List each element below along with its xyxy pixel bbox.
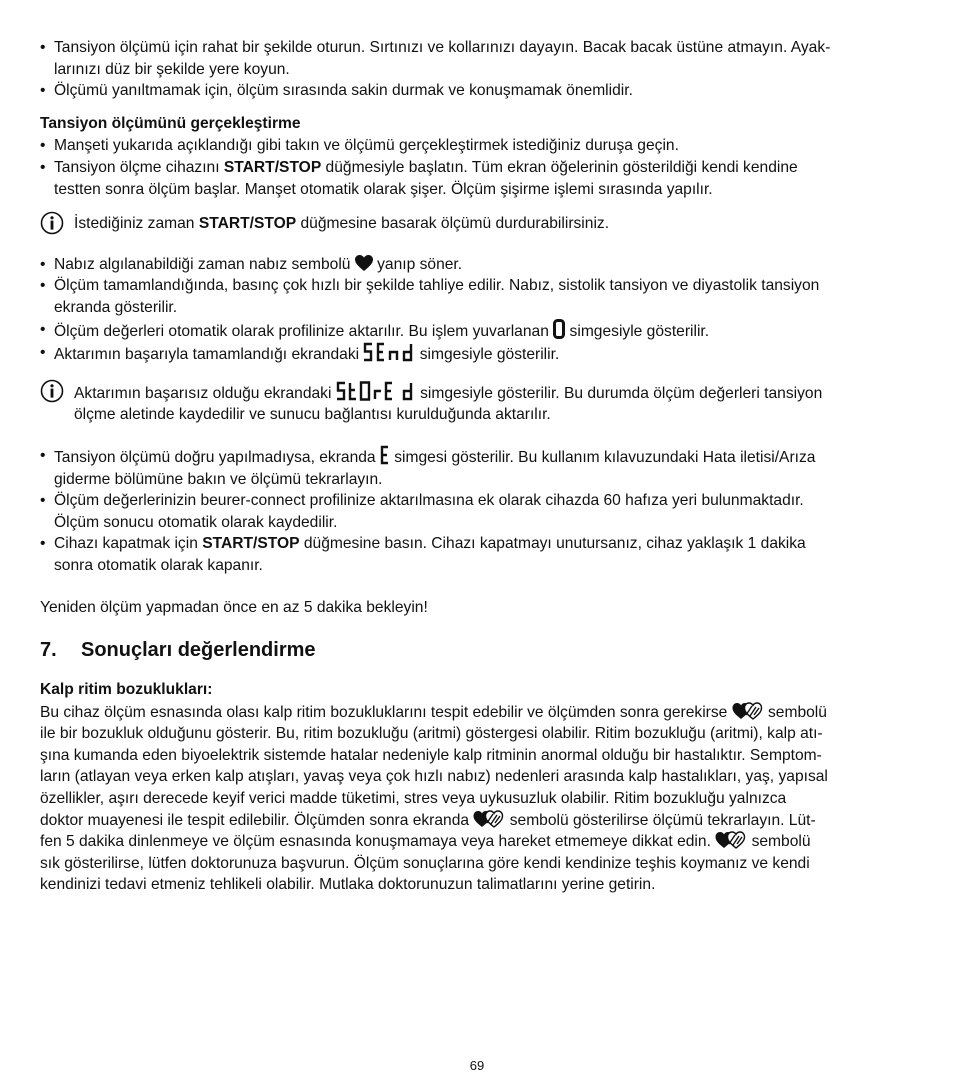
list-item: • Tansiyon ölçümü için rahat bir şekilde oturun. Sırtınızı ve kollarınızı dayayın. Bacak bacak üstüne atmayın. Ayak- larınızı düz bir şekilde yere koyun. (40, 37, 914, 80)
arrhythmia-paragraph: Bu cihaz ölçüm esnasında olası kalp ritim bozukluklarını tespit edebilir ve ölçümden sonra gerekirse sembolü ile bir bozukluk olduğunu gösterir. Bu, ritim bozukluğu (aritmi) göstergesi olabilir. Ritim bozukluğu (aritmi), kalp atı- şına kumanda eden biyoelektrik sistemde hatalar nedeniyle kalp ritminin anormal olduğu bir hastalıktır. Semptom- ların (atlayan veya erken kalp atışları, yavaş veya çok hızlı nabız) nedenleri arasında kalp hastalıkları, yaş, yapısal özellikler, aşırı derecede keyif verici madde tüketimi, stres veya uykusuzluk olabilir. Ritim bozukluğu yalnızca doktor muayenesi ile tespit edilebilir. Ölçümden sonra ekranda sembolü gösterilirse ölçümü tekrarlayın. Lüt- fen 5 dakika dinlenmeye ve ölçüm esnasında konuşmamaya veya hareket etmemeye dikkat edin. sembolü sık gösterilirse, lütfen doktorunuza başvurun. Ölçüm sonuçlarına göre kendi kendinize teşhis koymanız ve kendi kendinizi tedavi etmeniz tehlikeli olabilir. Mutlaka doktorunuzun talimatlarını yerine getirin. (40, 703, 828, 894)
chapter-title: Sonuçları değerlendirme (81, 639, 316, 662)
list-item: • Tansiyon ölçme cihazını START/STOP düğmesiyle başlatın. Tüm ekran öğelerinin gösterildiği kendi kendine testten sonra ölçüm başlar. Manşet otomatik olarak şişer. Ölçüm şişirme işlemi sırasında yapılır. (40, 157, 914, 200)
list-item: • Ölçüm tamamlandığında, basınç çok hızlı bir şekilde tahliye edilir. Nabız, sistolik tansiyon ve diyastolik tansiyon ekranda gösterilir. (40, 275, 914, 318)
list-item: • Ölçüm değerleri otomatik olarak profilinize aktarılır. Bu işlem yuvarlanan simgesiyle gösterilir. (40, 319, 914, 343)
list-item: • Ölçüm değerlerinizin beurer-connect profilinize aktarılmasına ek olarak cihazda 60 hafıza yeri bulunmaktadır. Ölçüm sonucu otomatik olarak kaydedilir. (40, 490, 914, 533)
info-icon (40, 211, 64, 235)
page-number: 69 (469, 1058, 485, 1073)
pulse-bullets (40, 254, 914, 366)
segment-stored-icon (336, 381, 416, 401)
arrhythmia-icon (715, 831, 747, 849)
segment-error-icon (380, 445, 390, 465)
list-item: • Ölçümü yanıltmamak için, ölçüm sırasında sakin durmak ve konuşmamak önemlidir. (40, 80, 914, 102)
info-note-stop: İstediğiniz zaman START/STOP düğmesine basarak ölçümü durdurabilirsiniz. (40, 213, 914, 235)
chapter-heading (40, 637, 914, 663)
list-item: • Cihazı kapatmak için START/STOP düğmesine basın. Cihazı kapatmayı unutursanız, cihaz yaklaşık 1 dakika sonra otomatik olarak kapanır. (40, 533, 914, 576)
list-item: • Aktarımın başarıyla tamamlandığı ekrandaki simgesiyle gösterilir. (40, 342, 914, 366)
document-page (40, 37, 914, 896)
list-item: • Tansiyon ölçümü doğru yapılmadıysa, ekranda simgesi gösterilir. Bu kullanım kılavuzundaki Hata iletisi/Arıza giderme bölümüne bakın ve ölçümü tekrarlayın. (40, 445, 914, 490)
chapter-number: 7. (40, 639, 57, 662)
error-bullets (40, 445, 914, 577)
info-note-transfer-failed: Aktarımın başarısız olduğu ekrandaki simgesiyle gösterilir. Bu durumda ölçüm değerleri tansiyon ölçme aletinde kaydedilir ve sunucu bağlantısı kurulduğunda aktarılır. (40, 381, 914, 426)
arrhythmia-icon (732, 702, 764, 720)
wait-notice: Yeniden ölçüm yapmadan önce en az 5 dakika bekleyin! (40, 599, 428, 617)
section-heading-arrhythmia: Kalp ritim bozuklukları: (40, 681, 213, 699)
intro-bullets (40, 37, 914, 102)
segment-zero-transfer-icon (553, 319, 565, 339)
info-icon (40, 379, 64, 403)
segment-send-icon (363, 342, 415, 362)
section-heading-measurement: Tansiyon ölçümünü gerçekleştirme (40, 114, 301, 132)
list-item: • Nabız algılanabildiği zaman nabız sembolü yanıp söner. (40, 254, 914, 276)
list-item: • Manşeti yukarıda açıklandığı gibi takın ve ölçümü gerçekleştirmek istediğiniz duruşa geçin. (40, 135, 914, 157)
heart-icon (355, 255, 373, 272)
arrhythmia-icon (473, 810, 505, 828)
measurement-bullets (40, 135, 914, 200)
